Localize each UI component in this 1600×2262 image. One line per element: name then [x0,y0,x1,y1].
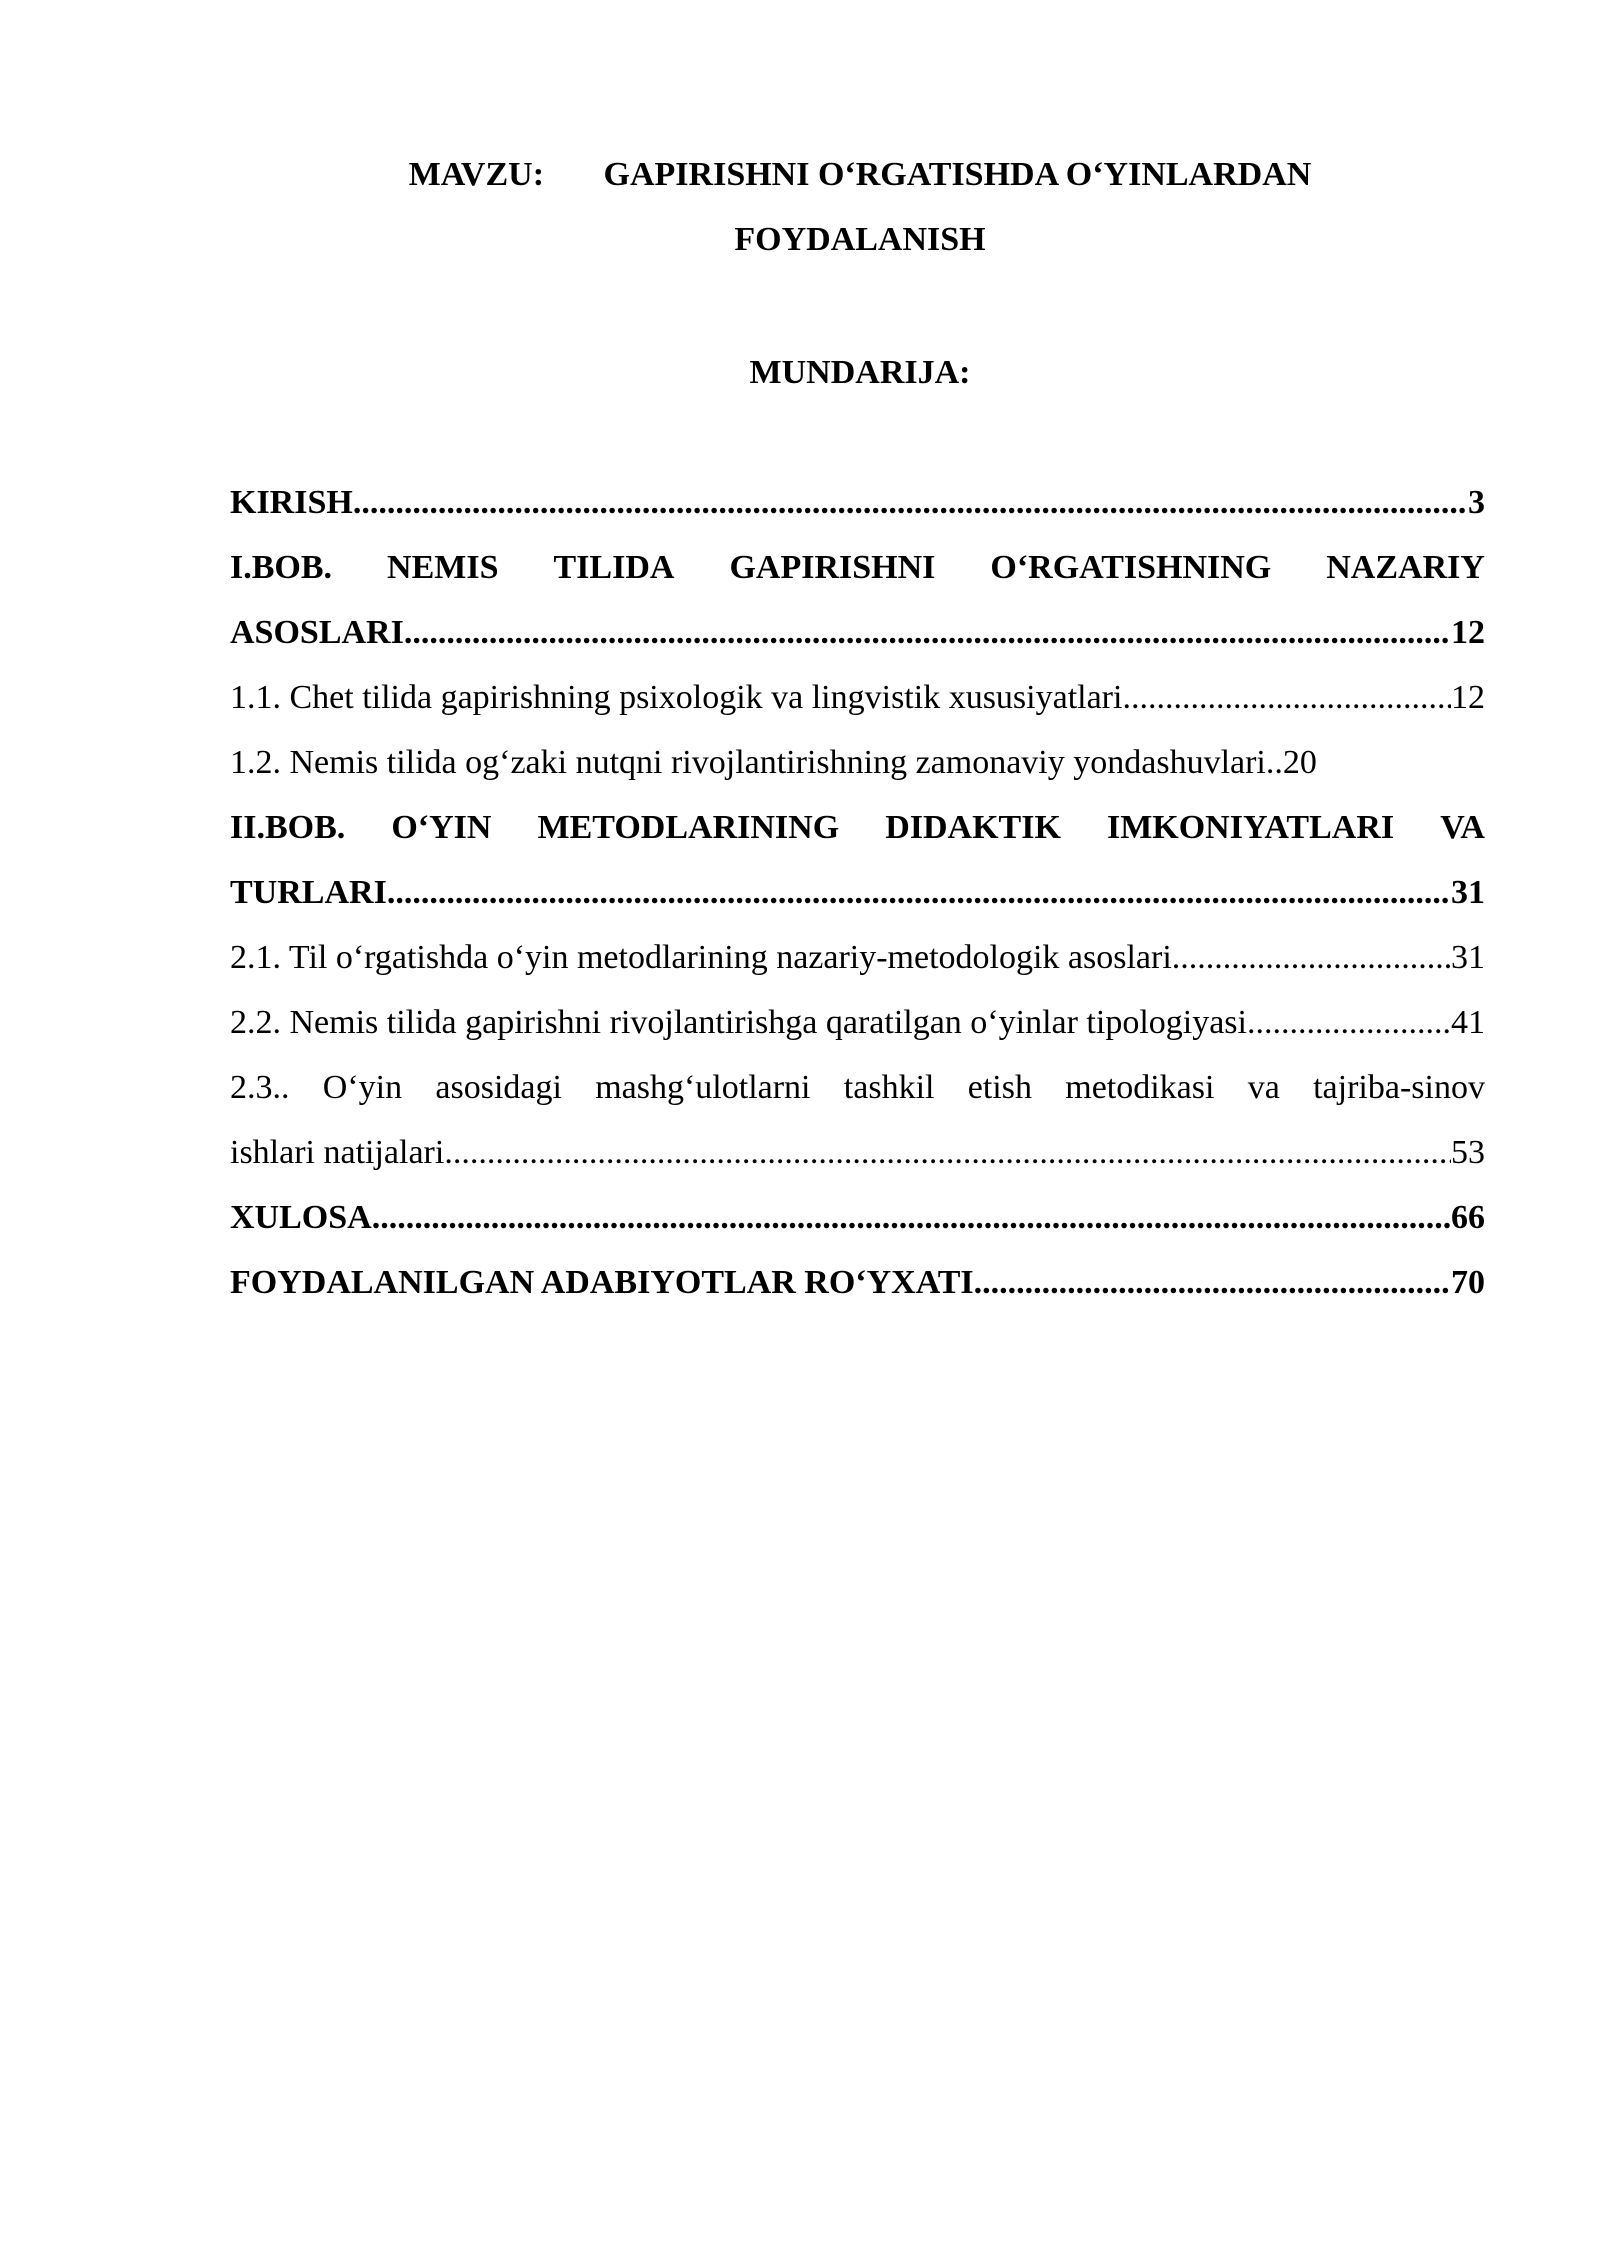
toc-entry-section-2-1[interactable] [230,925,1485,990]
toc-entry-label: 1.2. Nemis tilida og‘zaki nutqni rivojlantirishning zamonaviy yondashuvlari..20 [230,744,1317,781]
toc-word: II.BOB. [230,809,346,846]
toc-word: NEMIS [387,549,499,586]
toc-entry-label: 2.1. Til o‘rgatishda o‘yin metodlarining nazariy-metodologik asoslari [230,939,1172,976]
toc-page-number: 53 [1451,1134,1485,1171]
toc-page-number: 66 [1451,1199,1485,1236]
toc-leader-dots [444,1120,1451,1185]
toc-justified-line [230,1055,1485,1120]
toc-entry-chapter-2[interactable] [230,795,1485,925]
title-line-1: MAVZU: GAPIRISHNI O‘RGATISHDA O‘YINLARDAN [408,156,1312,193]
toc-entry-label: ishlari natijalari [230,1134,445,1171]
toc-page-number: 70 [1451,1264,1485,1301]
toc-entry-references[interactable] [230,1250,1485,1315]
toc-word: tajriba-sinov [1313,1069,1485,1106]
toc-entry-section-2-3[interactable] [230,1055,1485,1185]
toc-word: mashg‘ulotlarni [595,1069,811,1106]
toc-word: IMKONIYATLARI [1106,809,1395,846]
toc-word: etish [967,1069,1032,1106]
toc-heading: MUNDARIJA: [749,354,971,391]
toc-leader-dots [387,860,1451,925]
toc-page-number: 31 [1451,939,1485,976]
toc-entry-label: 1.1. Chet tilida gapirishning psixologik va lingvistik xususiyatlari [230,679,1123,716]
toc-page-number: 12 [1451,679,1485,716]
document-title [230,142,1490,272]
table-of-contents [230,470,1485,1315]
toc-entry-section-1-2[interactable] [230,730,1485,795]
toc-page-number: 12 [1451,614,1485,651]
toc-word: tashkil [843,1069,935,1106]
toc-entry-label: ASOSLARI [230,614,404,651]
toc-leader-dots [1247,990,1451,1055]
toc-word: TILIDA [553,549,675,586]
toc-word: O‘yin [322,1069,403,1106]
toc-word: I.BOB. [230,549,333,586]
title-line-2: FOYDALANISH [734,221,986,258]
toc-entry-label: 2.2. Nemis tilida gapirishni rivojlantirishga qaratilgan o‘yinlar tipologiyasi [230,1004,1247,1041]
toc-leader-dots [1122,665,1451,730]
toc-justified-line [230,795,1485,860]
toc-page-number: 3 [1468,484,1485,521]
toc-word: METODLARINING [537,809,840,846]
toc-word: asosidagi [435,1069,562,1106]
toc-word: VA [1440,809,1485,846]
toc-page-number: 31 [1451,874,1485,911]
toc-entry-label: FOYDALANILGAN ADABIYOTLAR RO‘YXATI [230,1264,974,1301]
toc-leader-dots [353,470,1468,535]
toc-entry-xulosa[interactable] [230,1185,1485,1250]
toc-entry-kirish[interactable] [230,470,1485,535]
toc-word: O‘YIN [391,809,492,846]
toc-leader-dots [404,600,1451,665]
toc-entry-chapter-1[interactable] [230,535,1485,665]
toc-entry-section-2-2[interactable] [230,990,1485,1055]
toc-word: metodikasi [1065,1069,1215,1106]
toc-entry-section-1-1[interactable] [230,665,1485,730]
toc-word: DIDAKTIK [885,809,1061,846]
toc-entry-label: KIRISH [230,484,353,521]
toc-word: O‘RGATISHNING [990,549,1272,586]
toc-page-number: 41 [1451,1004,1485,1041]
toc-word: va [1247,1069,1280,1106]
toc-leader-dots [974,1250,1451,1315]
toc-word: GAPIRISHNI [729,549,936,586]
toc-word: NAZARIY [1326,549,1485,586]
toc-justified-line [230,535,1485,600]
toc-leader-dots [372,1185,1451,1250]
toc-leader-dots [1172,925,1451,990]
toc-entry-label: TURLARI [230,874,387,911]
toc-entry-label: XULOSA [230,1199,372,1236]
toc-word: 2.3.. [230,1069,290,1106]
